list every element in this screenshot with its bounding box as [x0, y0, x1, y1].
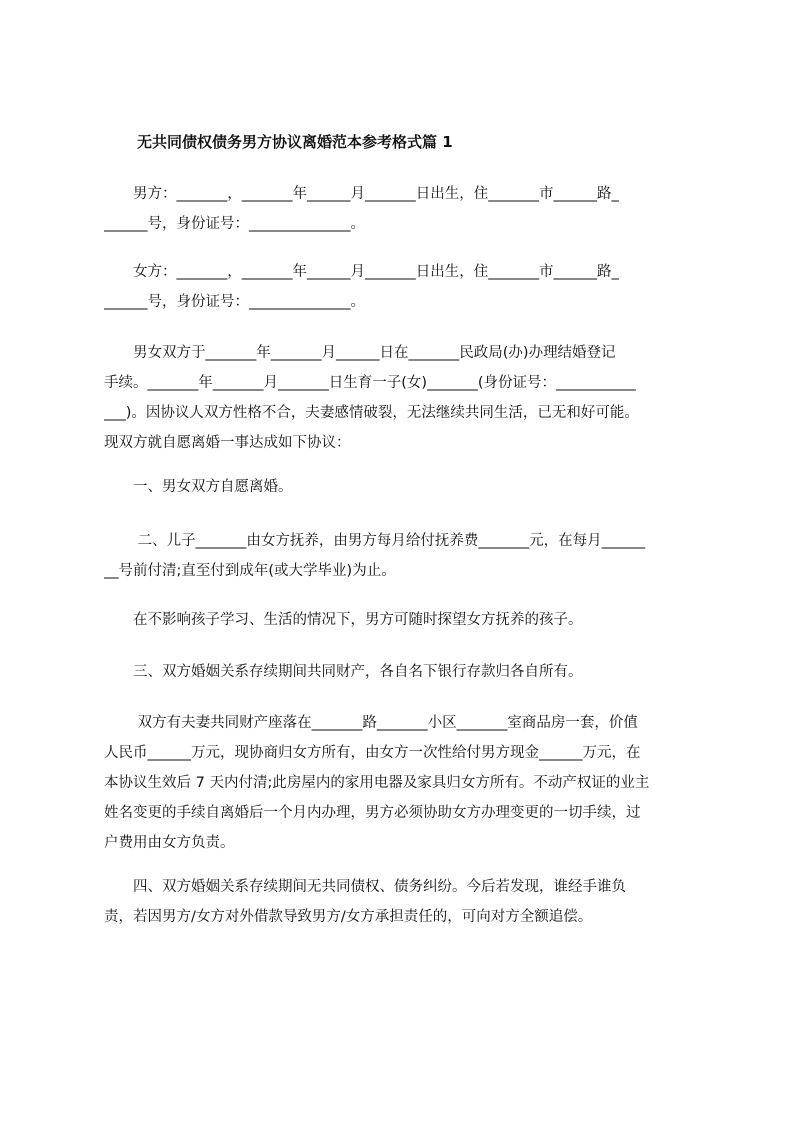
text-line: __号前付清;直至付到成年(或大学毕业)为止。 [104, 563, 396, 579]
text-line: 女方：_______，_______年______月_______日出生，住_______市______路_ [104, 264, 619, 280]
text-line: ___)。因协议人双方性格不合，夫妻感情破裂，无法继续共同生活，已无和好可能。 [104, 405, 639, 421]
text-line: 三、双方婚姻关系存续期间共同财产，各自名下银行存款归各自所有。 [104, 664, 583, 680]
paragraph-marriage-registration [104, 338, 704, 458]
paragraph-property [104, 708, 704, 858]
text-line: 现双方就自愿离婚一事达成如下协议： [104, 435, 351, 451]
paragraph-clause-four [104, 872, 704, 932]
text-line: 四、双方婚姻关系存续期间无共同债权、债务纠纷。今后若发现，谁经手谁负 [104, 879, 626, 895]
text-line: ______号，身份证号：______________。 [104, 294, 365, 310]
text-line: 人民币______万元，现协商归女方所有，由女方一次性给付男方现金______万元，在 [104, 745, 641, 761]
text-line: 手续。_______年_______月_______日生育一子(女)_______(身份证号：___________ [104, 375, 636, 391]
text-line: 二、儿子_______由女方抚养，由男方每月给付抚养费_______元，在每月______ [104, 533, 646, 549]
text-line: 责，若因男方/女方对外借款导致男方/女方承担责任的，可向对方全额追偿。 [104, 909, 593, 925]
text-line: 男女双方于_______年_______月______日在_______民政局(办)办理结婚登记 [104, 345, 616, 361]
paragraph-visitation [104, 605, 704, 635]
text-line: 姓名变更的手续自离婚后一个月内办理，男方必须协助女方办理变更的一切手续，过 [104, 805, 641, 821]
text-line: 在不影响孩子学习、生活的情况下，男方可随时探望女方抚养的孩子。 [104, 612, 583, 628]
text-line: ______号，身份证号：______________。 [104, 216, 365, 232]
paragraph-husband-info [104, 179, 704, 239]
text-line: 双方有夫妻共同财产座落在_______路_______小区_______室商品房一套，价值 [104, 715, 638, 731]
paragraph-clause-three [104, 657, 704, 687]
paragraph-wife-info [104, 257, 704, 317]
paragraph-clause-two [104, 526, 704, 586]
text-line: 户费用由女方负责。 [104, 835, 235, 851]
text-line: 本协议生效后 7 天内付清;此房屋内的家用电器及家具归女方所有。不动产权证的业主 [104, 775, 650, 791]
document-title: 无共同债权债务男方协议离婚范本参考格式篇 1 [137, 133, 453, 151]
text-line: 男方：_______，_______年______月_______日出生，住_______市______路_ [104, 186, 619, 202]
paragraph-clause-one [104, 472, 704, 502]
text-line: 一、男女双方自愿离婚。 [104, 479, 293, 495]
